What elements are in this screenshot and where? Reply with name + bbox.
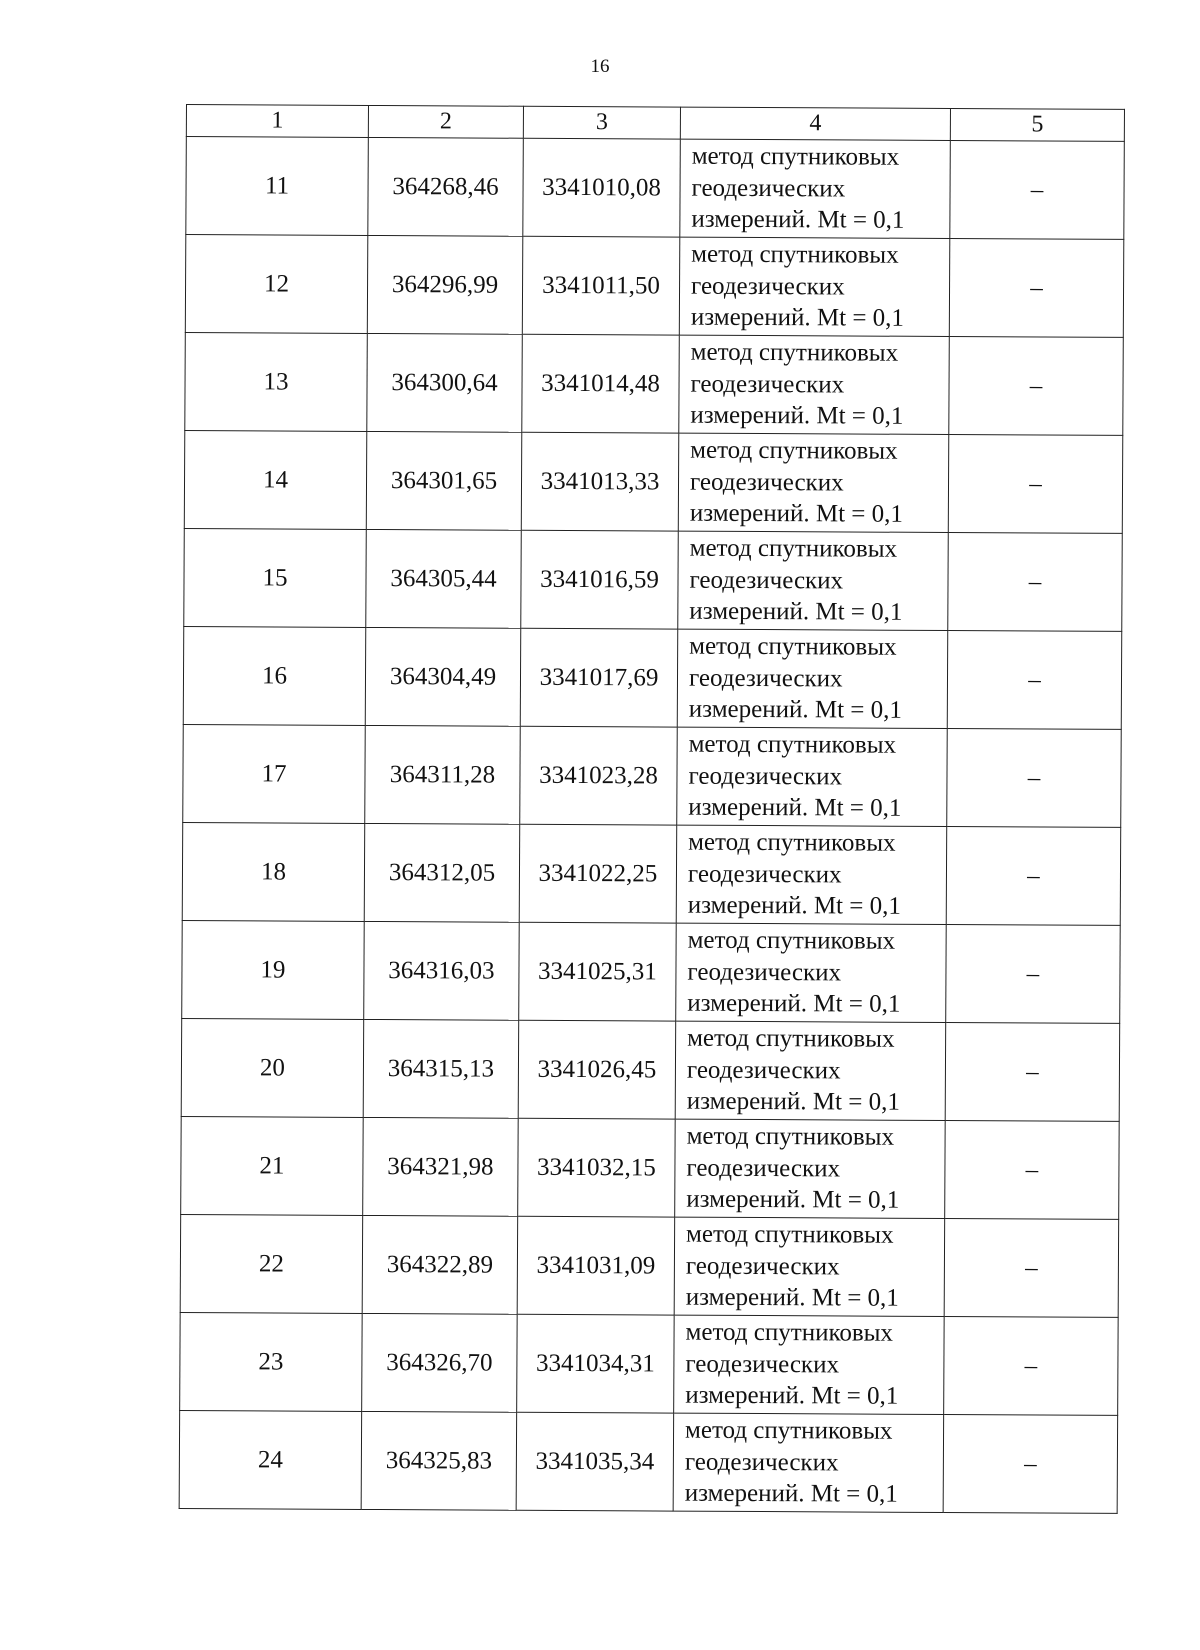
method-text-line: геодезических [687, 860, 842, 889]
coordinate-x-cell: 364311,28 [365, 725, 521, 824]
point-number-cell: 20 [181, 1018, 364, 1117]
method-cell [676, 923, 947, 1022]
coordinate-y-cell: 3341013,33 [521, 432, 679, 531]
table-row [184, 430, 1123, 533]
method-text-line: геодезических [690, 272, 845, 301]
note-cell: – [947, 630, 1122, 729]
note-cell: – [948, 532, 1123, 631]
method-cell [680, 139, 951, 238]
note-cell: – [948, 434, 1123, 533]
coordinate-y-cell: 3341023,28 [520, 726, 678, 825]
point-number-cell: 24 [179, 1410, 362, 1509]
table-row [180, 1214, 1119, 1317]
coordinates-table [179, 104, 1125, 1514]
method-text-line: геодезических [686, 1154, 841, 1183]
method-text-line: метод спутниковых [685, 1318, 894, 1347]
note-cell: – [943, 1414, 1118, 1513]
column-header-4: 4 [680, 107, 950, 140]
point-number-cell: 15 [184, 528, 367, 627]
method-text-line: измерений. Mt = 0,1 [684, 1479, 898, 1508]
method-text-line: геодезических [688, 664, 843, 693]
method-text-line: геодезических [687, 958, 842, 987]
table-header-row [186, 105, 1124, 142]
coordinate-y-cell: 3341010,08 [523, 138, 681, 237]
method-cell [673, 1413, 944, 1512]
coordinate-y-cell: 3341016,59 [521, 530, 679, 629]
method-cell [674, 1315, 945, 1414]
coordinate-x-cell: 364316,03 [364, 921, 520, 1020]
column-header-1: 1 [186, 105, 368, 138]
point-number-cell: 14 [184, 430, 367, 529]
table-body [179, 137, 1124, 1514]
method-text-line: измерений. Mt = 0,1 [688, 695, 902, 725]
coordinate-x-cell: 364304,49 [365, 627, 521, 726]
table-row [181, 1018, 1120, 1121]
column-header-3: 3 [523, 106, 680, 139]
point-number-cell: 18 [182, 822, 365, 921]
method-text-line: измерений. Mt = 0,1 [689, 499, 904, 529]
coordinate-x-cell: 364300,64 [367, 333, 523, 432]
method-text-line: метод спутниковых [687, 1024, 895, 1053]
method-text-line: измерений. Mt = 0,1 [690, 401, 904, 431]
point-number-cell: 23 [180, 1312, 363, 1411]
coordinate-y-cell: 3341026,45 [518, 1020, 676, 1119]
method-text-line: метод спутниковых [690, 436, 898, 465]
table-row [179, 1410, 1118, 1513]
method-text-line: измерений. Mt = 0,1 [686, 1087, 900, 1117]
coordinate-y-cell: 3341032,15 [518, 1118, 676, 1217]
method-text-line: метод спутниковых [689, 632, 897, 661]
table-row [181, 1116, 1120, 1219]
method-text-line: геодезических [685, 1350, 840, 1379]
method-text-line: геодезических [685, 1252, 840, 1281]
point-number-cell: 12 [185, 235, 368, 334]
table-row [184, 528, 1123, 631]
coordinate-y-cell: 3341017,69 [520, 628, 678, 727]
method-text-line: метод спутниковых [688, 828, 896, 857]
method-text-line: метод спутниковых [691, 240, 899, 269]
method-text-line: измерений. Mt = 0,1 [689, 597, 903, 627]
method-cell [677, 629, 948, 728]
method-text-line: метод спутниковых [691, 142, 900, 171]
method-text-line: измерений. Mt = 0,1 [688, 793, 902, 823]
note-cell: – [947, 728, 1122, 827]
method-text-line: метод спутниковых [684, 1416, 893, 1445]
coordinate-x-cell: 364268,46 [368, 137, 524, 236]
method-text-line: измерений. Mt = 0,1 [685, 1381, 899, 1410]
table-row [186, 137, 1125, 240]
table-row [183, 626, 1122, 729]
note-cell: – [944, 1218, 1119, 1317]
note-cell: – [946, 826, 1121, 925]
note-cell: – [949, 336, 1124, 435]
table-row [185, 235, 1124, 338]
coordinate-x-cell: 364322,89 [362, 1215, 518, 1314]
method-text-line: измерений. Mt = 0,1 [687, 989, 901, 1019]
method-text-line: измерений. Mt = 0,1 [687, 891, 901, 921]
point-number-cell: 22 [180, 1214, 363, 1313]
method-text-line: геодезических [686, 1056, 841, 1085]
coordinate-x-cell: 364326,70 [362, 1313, 518, 1412]
method-cell [675, 1119, 946, 1218]
coordinate-x-cell: 364315,13 [363, 1019, 519, 1118]
point-number-cell: 13 [185, 332, 368, 431]
point-number-cell: 16 [183, 626, 366, 725]
table-row [180, 1312, 1119, 1415]
method-text-line: геодезических [689, 468, 844, 497]
note-cell: – [945, 1022, 1120, 1121]
note-cell: – [945, 1120, 1120, 1219]
coordinate-y-cell: 3341035,34 [516, 1412, 674, 1511]
method-text-line: геодезических [689, 566, 844, 595]
method-text-line: геодезических [691, 174, 846, 203]
point-number-cell: 11 [186, 137, 369, 236]
method-text-line: измерений. Mt = 0,1 [685, 1283, 899, 1312]
coordinate-x-cell: 364305,44 [366, 529, 522, 628]
note-cell: – [950, 141, 1125, 240]
coordinate-y-cell: 3341022,25 [519, 824, 677, 923]
column-header-5: 5 [950, 109, 1124, 142]
method-cell [675, 1021, 946, 1120]
coordinate-y-cell: 3341011,50 [522, 236, 680, 335]
page-number: 16 [590, 56, 610, 77]
method-text-line: метод спутниковых [689, 534, 898, 563]
coordinate-x-cell: 364325,83 [361, 1411, 517, 1510]
method-text-line: метод спутниковых [690, 338, 899, 367]
table-row [183, 724, 1122, 827]
note-cell: – [949, 239, 1124, 338]
coordinate-y-cell: 3341014,48 [522, 334, 680, 433]
coordinate-y-cell: 3341034,31 [517, 1314, 675, 1413]
coordinate-x-cell: 364321,98 [363, 1117, 519, 1216]
coordinate-y-cell: 3341025,31 [519, 922, 677, 1021]
method-text-line: метод спутниковых [688, 730, 897, 759]
column-header-2: 2 [368, 105, 523, 138]
method-text-line: метод спутниковых [687, 926, 896, 955]
method-cell [678, 531, 949, 630]
method-cell [679, 237, 950, 336]
coordinate-y-cell: 3341031,09 [517, 1216, 675, 1315]
method-text-line: измерений. Mt = 0,1 [690, 303, 905, 333]
coordinate-x-cell: 364301,65 [366, 431, 522, 530]
method-cell [679, 335, 950, 434]
method-text-line: измерений. Mt = 0,1 [691, 205, 905, 235]
table-row [185, 332, 1124, 435]
table-row [182, 920, 1121, 1023]
method-text-line: геодезических [690, 370, 845, 399]
method-text-line: геодезических [688, 762, 843, 791]
note-cell: – [944, 1316, 1119, 1415]
method-text-line: геодезических [684, 1448, 839, 1477]
point-number-cell: 19 [182, 920, 365, 1019]
method-text-line: измерений. Mt = 0,1 [686, 1185, 900, 1214]
method-cell [674, 1217, 945, 1316]
point-number-cell: 21 [181, 1116, 364, 1215]
method-text-line: метод спутниковых [686, 1122, 895, 1151]
coordinate-x-cell: 364312,05 [364, 823, 520, 922]
point-number-cell: 17 [183, 724, 366, 823]
note-cell: – [946, 924, 1121, 1023]
method-cell [678, 433, 949, 532]
method-cell [676, 825, 947, 924]
table-row [182, 822, 1121, 925]
method-cell [677, 727, 948, 826]
method-text-line: метод спутниковых [686, 1220, 894, 1249]
coordinate-x-cell: 364296,99 [367, 235, 523, 334]
